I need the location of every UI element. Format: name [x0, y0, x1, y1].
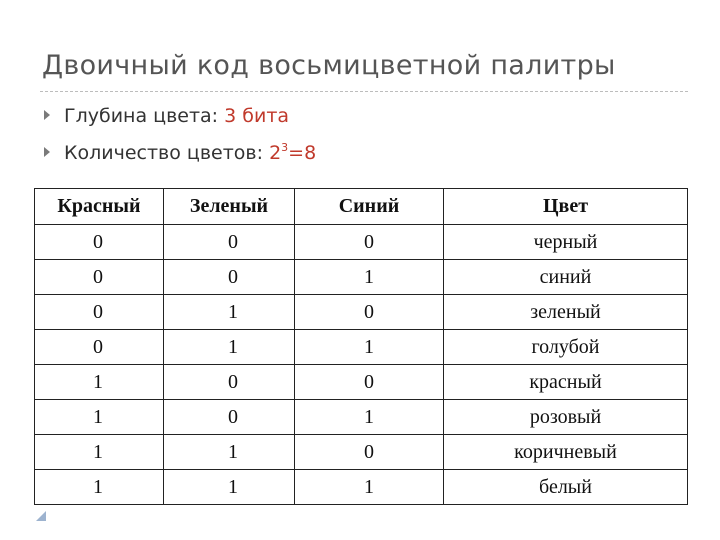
bullet-arrow-icon — [44, 110, 50, 120]
cell-blue: 0 — [295, 225, 444, 260]
color-depth-label: Глубина цвета: — [64, 105, 225, 127]
table-row — [35, 295, 688, 330]
color-count-exponent: 3 — [281, 141, 289, 154]
cell-blue: 0 — [295, 435, 444, 470]
table-row — [35, 435, 688, 470]
cell-green: 1 — [164, 330, 295, 365]
page-title: Двоичный код восьмицветной палитры — [42, 50, 616, 81]
color-count-label: Количество цветов: — [64, 142, 270, 164]
cell-color-name: зеленый — [444, 295, 688, 330]
cell-green: 0 — [164, 260, 295, 295]
cell-color-name: синий — [444, 260, 688, 295]
cell-color-name: белый — [444, 470, 688, 505]
color-count-base: 2 — [269, 142, 282, 164]
cell-blue: 1 — [295, 330, 444, 365]
palette-table — [34, 188, 688, 505]
bullet-arrow-icon — [44, 147, 50, 157]
cell-green: 1 — [164, 470, 295, 505]
cell-color-name: розовый — [444, 400, 688, 435]
cell-blue: 1 — [295, 260, 444, 295]
table-row — [35, 470, 688, 505]
table-row — [35, 400, 688, 435]
cell-blue: 1 — [295, 400, 444, 435]
cell-red: 0 — [35, 225, 164, 260]
table-body — [35, 225, 688, 505]
color-count-result: =8 — [288, 142, 317, 164]
cell-green: 0 — [164, 400, 295, 435]
cell-red: 1 — [35, 400, 164, 435]
color-depth-value: 3 бита — [224, 105, 290, 127]
header-green: Зеленый — [164, 189, 295, 225]
cell-color-name: черный — [444, 225, 688, 260]
table-row — [35, 225, 688, 260]
cell-blue: 1 — [295, 470, 444, 505]
header-color: Цвет — [444, 189, 688, 225]
title-divider — [40, 91, 688, 92]
cell-green: 1 — [164, 435, 295, 470]
cell-green: 1 — [164, 295, 295, 330]
cell-color-name: красный — [444, 365, 688, 400]
corner-triangle-icon — [36, 511, 46, 521]
cell-red: 1 — [35, 435, 164, 470]
cell-blue: 0 — [295, 365, 444, 400]
bullet-color-depth — [44, 105, 289, 127]
header-blue: Синий — [295, 189, 444, 225]
cell-red: 1 — [35, 365, 164, 400]
cell-green: 0 — [164, 225, 295, 260]
header-red: Красный — [35, 189, 164, 225]
table-row — [35, 330, 688, 365]
table-row — [35, 365, 688, 400]
table-header-row — [35, 189, 688, 225]
cell-green: 0 — [164, 365, 295, 400]
cell-color-name: коричневый — [444, 435, 688, 470]
cell-red: 1 — [35, 470, 164, 505]
cell-color-name: голубой — [444, 330, 688, 365]
cell-red: 0 — [35, 260, 164, 295]
cell-blue: 0 — [295, 295, 444, 330]
table-row — [35, 260, 688, 295]
cell-red: 0 — [35, 295, 164, 330]
cell-red: 0 — [35, 330, 164, 365]
bullet-color-count — [44, 142, 316, 164]
